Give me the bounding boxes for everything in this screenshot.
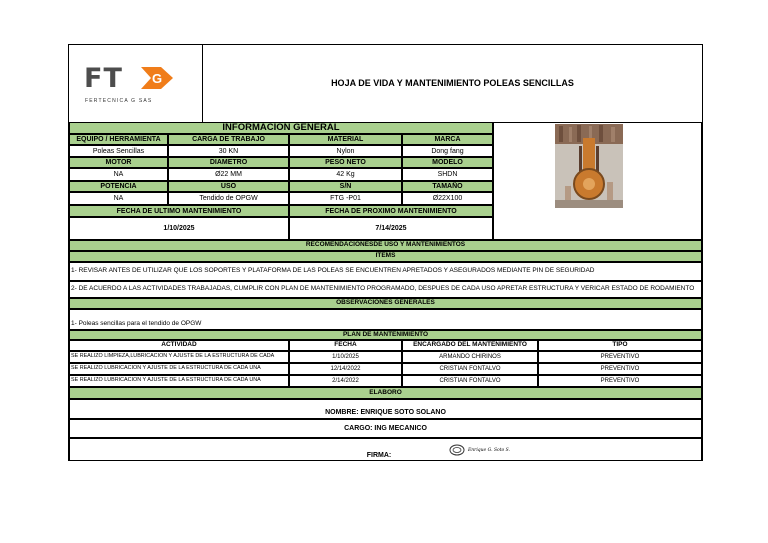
header-tamano: TAMAÑO [402,181,493,192]
elaboro-name: NOMBRE: ENRIQUE SOTO SOLANO [69,399,702,419]
plan-row-1-encargado: ARMANDO CHIRINOS [402,351,538,363]
header-peso: PESO NETO [289,157,402,168]
plan-header-tipo: TIPO [538,340,702,351]
next-maint-label: FECHA DE PROXIMO MANTENIMIENTO [289,205,493,217]
recommendations-title: RECOMENDACIONESDE USO Y MANTENIMIENTOS [69,240,702,251]
logo-letters: FT [84,63,123,94]
value-tamano: Ø22X100 [402,192,493,205]
value-diametro: Ø22 MM [168,168,289,181]
firma-label: FIRMA: [366,451,392,459]
plan-row-1-actividad: SE REALIZO LIMPIEZA,LUBRICACION Y AJUSTE DE LA ESTRUCTURA DE CADA [69,351,289,363]
header-marca: MARCA [402,134,493,145]
signature [449,443,519,457]
value-carga: 30 KN [168,145,289,157]
elaboro-cargo: CARGO: ING MECANICO [69,419,702,438]
plan-row-2-fecha: 12/14/2022 [289,363,402,375]
general-info-title: INFORMACION GENERAL [69,122,493,134]
signature-stamp-icon [449,444,465,456]
header-motor: MOTOR [69,157,168,168]
value-material: Nylon [289,145,402,157]
logo-arrow-icon [141,67,173,89]
plan-row-2-actividad: SE REALIZO LUBRICACION Y AJUSTE DE LA ESTRUCTURA DE CADA UNA [69,363,289,375]
plan-row-3-fecha: 2/14/2022 [289,375,402,387]
header-uso: USO [168,181,289,192]
logo-company-name: FERTECNICA G SAS [85,98,153,104]
last-maint-label: FECHA DE ULTIMO MANTENIMIENTO [69,205,289,217]
plan-row-3-encargado: CRISTIAN FONTALVO [402,375,538,387]
plan-header-actividad: ACTIVIDAD [69,340,289,351]
pulley-photo [555,124,623,208]
items-label: ITEMS [69,251,702,262]
company-logo [83,63,193,105]
plan-row-3-tipo: PREVENTIVO [538,375,702,387]
elaboro-title: ELABORO [69,387,702,399]
plan-header-encargado: ENCARGADO DEL MANTENIMIENTO [402,340,538,351]
logo-g-letter: G [151,71,163,86]
value-uso: Tendido de OPGW [168,192,289,205]
next-maint-value: 7/14/2025 [289,217,493,240]
plan-row-3-actividad: SE REALIZO LUBRICACION Y AJUSTE DE LA ESTRUCTURA DE CADA UNA [69,375,289,387]
plan-row-1-fecha: 1/10/2025 [289,351,402,363]
plan-title: PLAN DE MANTENIMIENTO [69,330,702,340]
plan-row-1-tipo: PREVENTIVO [538,351,702,363]
header-equipo: EQUIPO / HERRAMIENTA [69,134,168,145]
header-potencia: POTENCIA [69,181,168,192]
plan-row-2-tipo: PREVENTIVO [538,363,702,375]
observations-title: OBSERVACIONES GENERALES [69,298,702,309]
plan-row-2-encargado: CRISTIAN FONTALVO [402,363,538,375]
header-carga: CARGA DE TRABAJO [168,134,289,145]
header-diametro: DIAMETRO [168,157,289,168]
value-marca: Dong fang [402,145,493,157]
value-modelo: SHDN [402,168,493,181]
header-sn: S/N [289,181,402,192]
plan-header-fecha: FECHA [289,340,402,351]
recommendation-item-2: 2- DE ACUERDO A LAS ACTIVIDADES TRABAJADAS, CUMPLIR CON PLAN DE MANTENIMIENTO PROGRAMADO, DESPUES DE CADA USO APRETAR ESTRUCTURA Y VERICAR ESTADO DE RODAMIENTO [69,281,702,298]
value-potencia: NA [69,192,168,205]
maintenance-sheet [68,44,703,461]
header-modelo: MODELO [402,157,493,168]
value-equipo: Poleas Sencillas [69,145,168,157]
recommendation-item-1: 1- REVISAR ANTES DE UTILIZAR QUE LOS SOPORTES Y PLATAFORMA DE LAS POLEAS SE ENCUENTREN APRETADOS Y ASEGURADOS MEDIANTE PIN DE SEGURIDAD [69,262,702,281]
last-maint-value: 1/10/2025 [69,217,289,240]
value-peso: 42 Kg [289,168,402,181]
page-title: HOJA DE VIDA Y MANTENIMIENTO POLEAS SENCILLAS [331,78,574,88]
header-material: MATERIAL [289,134,402,145]
value-motor: NA [69,168,168,181]
signature-text: Enrique G. Soto S. [468,447,511,453]
value-sn: FTG -P01 [289,192,402,205]
observations-text: 1- Poleas sencillas para el tendido de OPGW [69,309,702,330]
